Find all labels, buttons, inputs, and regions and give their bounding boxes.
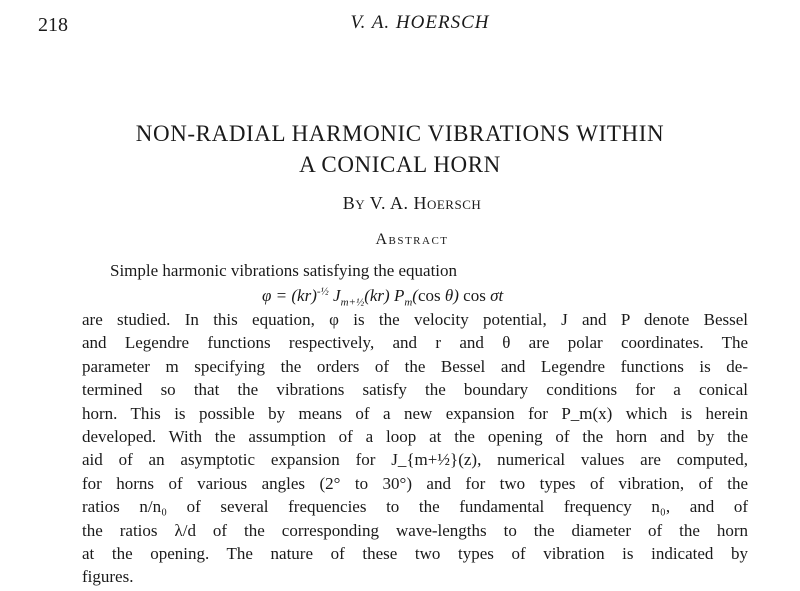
abstract-line: developed. With the assumption of a loop at the opening of the horn and by the [82, 426, 748, 446]
byline: By V. A. Hoersch [342, 193, 482, 213]
title-line-2: A CONICAL HORN [299, 152, 501, 177]
running-head: V. A. HOERSCH [350, 12, 490, 33]
abstract-lead: Simple harmonic vibrations satisfying the equation [110, 261, 458, 280]
abstract-line: aid of an asymptotic expansion for J_{m+½}(z), numerical values are computed, [82, 450, 748, 470]
abstract-line: ratios n/n₀ of several frequencies to the fundamental frequency n₀, and of [82, 497, 748, 517]
abstract-line: horn. This is possible by means of a new expansion for P_m(x) which is herein [82, 403, 748, 423]
title-line-1: NON-RADIAL HARMONIC VIBRATIONS WITHIN [135, 121, 665, 146]
abstract-heading: Abstract [375, 231, 449, 248]
abstract-line: at the opening. The nature of these two types of vibration is indicated by [82, 543, 748, 563]
equation-text: φ = (kr)$^{-\frac{1}{2}}$ $J_{m+\frac{1}{2}}(kr)$ $P_m(\cos$ θ) cos σt [262, 285, 504, 309]
article-title [0, 118, 800, 180]
abstract-body [82, 308, 748, 589]
equation [262, 285, 503, 308]
abstract-line: figures. [82, 567, 134, 587]
abstract-line: parameter m specifying the orders of the Bessel and Legendre functions is de- [82, 356, 748, 376]
abstract-line: for horns of various angles (2° to 30°) and for two types of vibration, of the [82, 473, 748, 493]
abstract-line: termined so that the vibrations satisfy the boundary conditions for a conical [82, 380, 748, 400]
abstract-line: are studied. In this equation, φ is the velocity potential, J and P denote Bessel [82, 310, 748, 329]
page-number: 218 [38, 14, 68, 36]
abstract-line: and Legendre functions respectively, and r and θ are polar coordinates. The [82, 333, 748, 353]
abstract-line: the ratios λ/d of the corresponding wave-lengths to the diameter of the horn [82, 520, 748, 540]
